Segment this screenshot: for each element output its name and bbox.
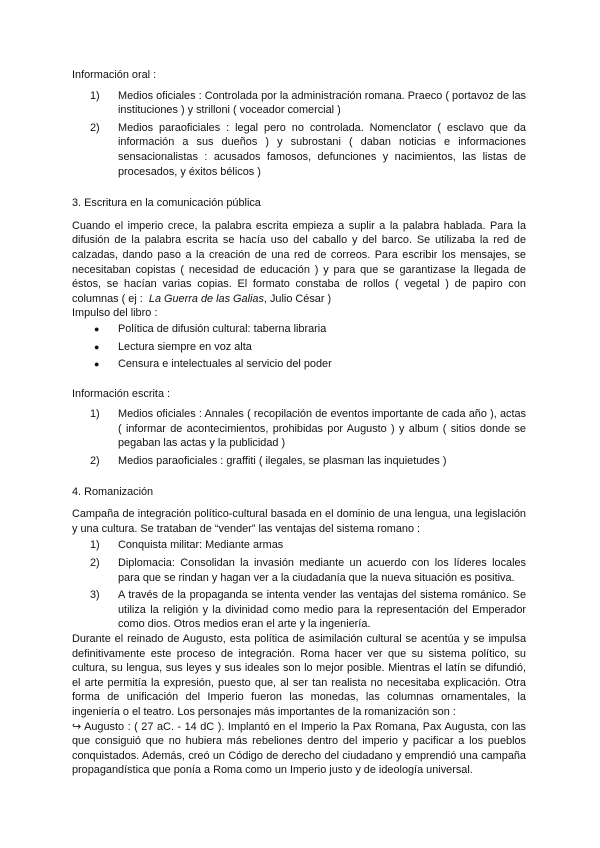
item-number: 1) (90, 89, 100, 102)
item-text: Conquista militar: Mediante armas (118, 539, 284, 552)
bullet-icon: ● (94, 323, 100, 334)
arrow-icon: ↪ (72, 720, 82, 733)
info-oral-list (72, 89, 526, 180)
item-text: Política de difusión cultural: taberna libraria (118, 322, 327, 335)
info-escrita-list (72, 407, 526, 468)
list-item (72, 538, 526, 553)
list-item (72, 407, 526, 451)
section-4-intro: Campaña de integración político-cultural basada en el dominio de una lengua, una legislación y una cultura. Se trataban de “vender” las ventajas del sistema romano : (72, 508, 526, 535)
item-text: A través de la propaganda se intenta vender las ventajas del sistema románico. Se utiliza la religión y la divinidad como medio para la representación del Emperador como dios. Otros medios eran el arte y la ingeniería. (118, 589, 526, 631)
item-number: 2) (90, 455, 100, 468)
impulso-label: Impulso del libro : (72, 307, 158, 320)
impulso-list (72, 322, 526, 372)
bullet-icon: ● (94, 359, 100, 370)
augusto-paragraph (72, 720, 526, 778)
item-number: 1) (90, 408, 100, 421)
list-item (72, 322, 526, 337)
list-item (72, 556, 526, 585)
item-number: 2) (90, 557, 100, 570)
list-item (72, 89, 526, 118)
section-3-title: 3. Escritura en la comunicación pública (72, 197, 261, 210)
item-text: Medios oficiales : Annales ( recopilación de eventos importante de cada año ), actas ( informar de acontecimientos, prohibidas por Augusto ) y album ( sitios donde se pegaban las actas y la publicidad ) (118, 408, 526, 450)
item-text: Medios paraoficiales : graffiti ( ilegales, se plasman las inquietudes ) (118, 455, 447, 468)
item-text: Medios paraoficiales : legal pero no controlada. Nomenclator ( esclavo que da información a sus dueños ) y subrostani ( daban noticias e informaciones sensacionalistas : acusados famosos, defunciones y nacimientos, las listas de procesados, y éxitos bélicos ) (118, 121, 526, 178)
bullet-icon: ● (94, 341, 100, 352)
section-4-paragraph: Durante el reinado de Augusto, esta política de asimilación cultural se acentúa y se impulsa definitivamente este proceso de integración. Roma hacer ver que su sistema político, su cultura, su lengua, sus leyes y sus ideales son lo mejor posible. Mientras el latín se difundió, el arte permitía la expresión, puesto que, al ser tan realista no necesitaba explicación. Otra forma de unificación del Imperio fueron las monedas, las columnas ornamentales, la ingeniería o el teatro. Los personajes más importantes de la romanización son : (72, 633, 526, 718)
book-title: La Guerra de las Galias (148, 292, 264, 305)
item-text: Diplomacia: Consolidan la invasión mediante un acuerdo con los líderes locales para que se rindan y hagan ver a la ciudadanía que la nueva situación es positiva. (118, 557, 526, 584)
list-item (72, 340, 526, 355)
augusto-text: Augusto : ( 27 aC. - 14 dC ). Implantó en el Imperio la Pax Romana, Pax Augusta, con las que consiguió que no hubiera más rebeliones dentro del imperio y pacificar a los pueblos conquistados. Además, creó un Código de derecho del ciudadano y emprendió una campaña propagandística que ponía a Roma como un Imperio justo y de ideología universal. (72, 720, 526, 777)
paragraph-text-end: , Julio César ) (263, 292, 332, 305)
section-4-title: 4. Romanización (72, 485, 154, 498)
paragraph-text: Cuando el imperio crece, la palabra escrita empieza a suplir a la palabra hablada. Para la difusión de la palabra escrita se hacía uso del caballo y del barco. Se utilizaba la red de calzadas, dando paso a la creación de una red de correos. Para escribir los mensajes, se necesitaban copistas ( necesidad de educación ) y para que se garantizase la llegada de éstos, se hacían varias copias. El formato constaba de rollos ( vegetal ) de papiro con columnas ( ej : (72, 219, 526, 305)
item-text: Medios oficiales : Controlada por la administración romana. Praeco ( portavoz de las instituciones ) y strilloni ( voceador comercial ) (118, 89, 526, 117)
romanizacion-list (72, 538, 526, 632)
item-number: 2) (90, 121, 100, 134)
info-escrita-heading: Información escrita : (72, 387, 171, 400)
info-oral-heading: Información oral : (72, 69, 157, 81)
section-3-paragraph (72, 219, 526, 307)
item-text: Lectura siempre en voz alta (118, 340, 252, 353)
list-item (72, 588, 526, 632)
item-number: 3) (90, 589, 100, 602)
document-page (72, 68, 526, 778)
list-item (72, 454, 526, 469)
item-number: 1) (90, 539, 100, 552)
list-item (72, 121, 526, 179)
item-text: Censura e intelectuales al servicio del poder (118, 358, 332, 371)
list-item (72, 357, 526, 372)
